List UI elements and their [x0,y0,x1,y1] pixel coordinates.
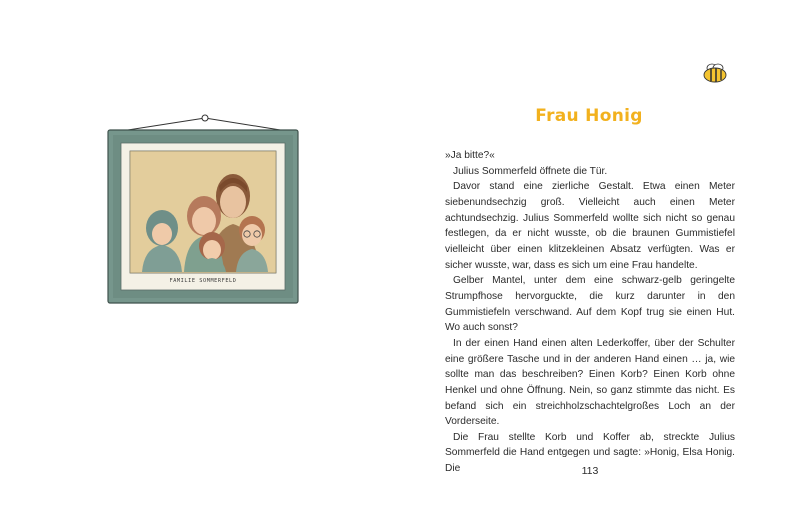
frame-caption: FAMILIE SOMMERFELD [169,278,237,284]
paragraph: Julius Sommerfeld öffnete die Tür. [453,165,608,177]
family-picture-frame [100,112,305,307]
page-number: 113 [581,465,599,477]
paragraph: Die Frau stellte Korb und Koffer ab, streckte Julius Sommerfeld die Hand entgegen und sagte: »Honig, Elsa Honig. Die [445,431,735,475]
paragraph: Davor stand eine zierliche Gestalt. Etwa einen Meter siebenundsechzig groß. Vielleicht auch einen Meter achtundsechzig. Julius Sommerfeld wollte sich nicht so genau festlegen, da er nicht wusste, ob die braunen Gummistiefel vielleicht über einen klitzekleinen Absatz verfügten. Was er sicher wusste, war, dass es sich um eine Frau handelte. [445,181,735,271]
paragraph: »Ja bitte?« [445,150,495,161]
paragraph: In der einen Hand einen alten Lederkoffer, über der Schulter eine größere Tasche und in der anderen Hand einen … ja, wie sollte man das beschreiben? Einen Korb? Einen Korb ohne Henkel und ohne Öffnung. Nein, so ganz stimmte das nicht. Es befand sich ein streichholzschachtelgroßes Loch an der Vorderseite. [445,337,735,428]
bee-icon [702,62,728,84]
paragraph: Gelber Mantel, unter dem eine schwarz-gelb geringelte Strumpfhose hervorguckte, die kurz darunter in den Gummistiefeln verschwand. Auf dem Kopf trug sie einen Hut. Wo auch sonst? [445,275,735,334]
chapter-title: Frau Honig [535,106,643,126]
chapter-body-text [445,148,735,477]
